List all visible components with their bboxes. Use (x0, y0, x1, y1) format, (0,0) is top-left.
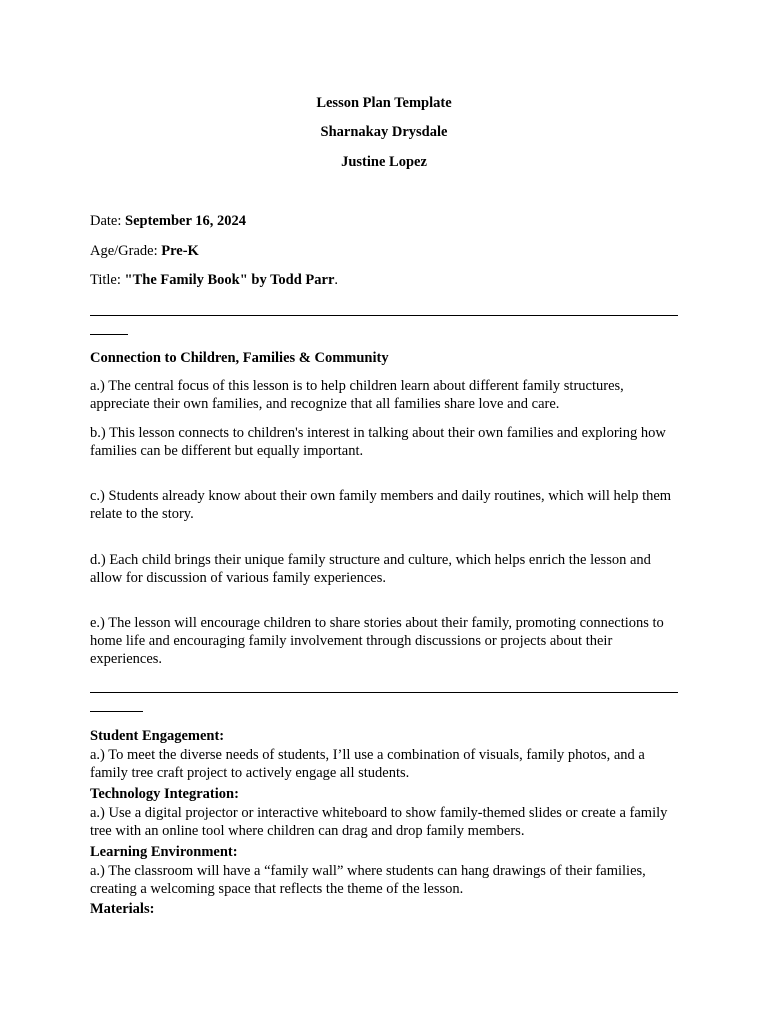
divider-line (90, 315, 678, 316)
age-grade-value: Pre-K (161, 243, 199, 259)
author-name-1: Sharnakay Drysdale (320, 124, 448, 140)
date-line (90, 212, 680, 230)
date-label: Date: (90, 213, 126, 229)
title-line (90, 271, 680, 289)
technology-item-a: a.) Use a digital projector or interactive whiteboard to show family-themed slides or create a family tree with an online tool where children can drag and drop family members. (90, 805, 668, 839)
age-grade-label: Age/Grade: (90, 243, 162, 259)
connection-item-e: e.) The lesson will encourage children to share stories about their family, promoting connections to home life and encouraging family involvement through discussions or projects about their experiences. (90, 615, 664, 667)
section-heading-materials: Materials: (90, 901, 155, 917)
section-heading-engagement: Student Engagement: (90, 728, 225, 744)
document-title: Lesson Plan Template (316, 95, 452, 111)
engagement-item-a: a.) To meet the diverse needs of students, I’ll use a combination of visuals, family photos, and a family tree craft project to actively engage all students. (90, 747, 645, 781)
divider-line-tail (90, 334, 128, 335)
section-heading-technology: Technology Integration: (90, 786, 239, 802)
environment-item-a: a.) The classroom will have a “family wall” where students can hang drawings of their families, creating a welcoming space that reflects the theme of the lesson. (90, 863, 646, 897)
divider-line-tail (90, 711, 143, 712)
author-name-2: Justine Lopez (341, 154, 427, 170)
title-label: Title: (90, 272, 125, 288)
title-value: "The Family Book" by Todd Parr (124, 272, 335, 288)
connection-item-b: b.) This lesson connects to children's interest in talking about their own families and exploring how families can be different but equally important. (90, 425, 666, 459)
connection-item-d: d.) Each child brings their unique family structure and culture, which helps enrich the lesson and allow for discussion of various family experiences. (90, 552, 651, 586)
divider-line (90, 692, 678, 693)
section-heading-connection: Connection to Children, Families & Community (90, 350, 389, 366)
connection-item-a: a.) The central focus of this lesson is to help children learn about different family structures, appreciate their own families, and recognize that all families share love and care. (90, 378, 624, 412)
connection-item-c: c.) Students already know about their own family members and daily routines, which will help them relate to the story. (90, 488, 672, 522)
section-heading-environment: Learning Environment: (90, 844, 238, 860)
date-value: September 16, 2024 (125, 213, 246, 229)
age-grade-line (90, 242, 680, 260)
title-end: . (334, 272, 339, 288)
